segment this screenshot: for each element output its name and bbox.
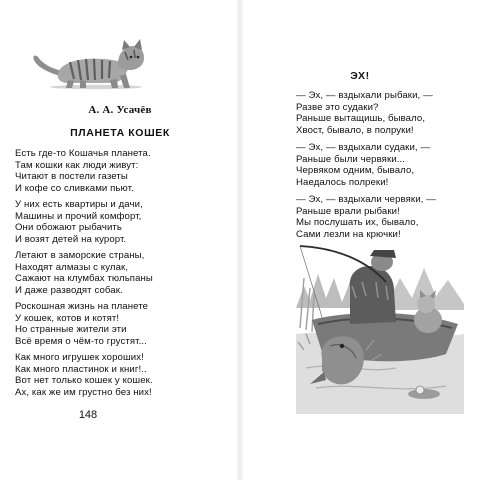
poem-title-planeta-koshek: ПЛАНЕТА КОШЕК xyxy=(70,127,170,139)
poem-line: Хвост, бывало, в полруки! xyxy=(296,124,414,136)
left-stanza-5 xyxy=(15,352,153,398)
poem-line: Вот нет только кошек у кошек. xyxy=(15,375,153,387)
poem-line: Летают в заморские страны, xyxy=(15,250,145,261)
poem-line: И кофе со сливками пьют. xyxy=(15,182,134,194)
poem-line: Червяком одним, бывало, xyxy=(296,165,415,177)
poem-line: Там кошки как люди живут: xyxy=(15,159,139,171)
poem-line: Они обожают рыбачить xyxy=(15,222,123,234)
poem-line: Раньше вытащишь, бывало, xyxy=(296,113,426,125)
poem-line: Разве это судаки? xyxy=(296,101,379,113)
poem-line: — Эх, — вздыхали судаки, — xyxy=(296,142,431,153)
left-stanza-3 xyxy=(15,250,153,296)
poem-line: Раньше врали рыбаки! xyxy=(296,205,400,217)
left-stanza-2 xyxy=(15,199,143,245)
poem-line: — Эх, — вздыхали рыбаки, — xyxy=(296,90,433,101)
poem-line: Читают в постели газеты xyxy=(15,171,128,183)
poem-title-ekh: ЭХ! xyxy=(350,70,370,82)
poem-line: У них есть квартиры и дачи, xyxy=(15,199,143,210)
right-stanza-1 xyxy=(296,90,433,136)
poem-line: Сажают на клумбах тюльпаны xyxy=(15,273,153,285)
right-stanza-3 xyxy=(296,194,436,240)
poem-line: — Эх, — вздыхали червяки, — xyxy=(296,194,436,205)
poem-line: У кошек, котов и котят! xyxy=(15,312,120,324)
poem-line: И возят детей на курорт. xyxy=(15,233,127,245)
cat-fisherman-illustration xyxy=(296,238,464,414)
poem-line: Но странные жители эти xyxy=(15,324,127,336)
poem-line: Роскошная жизнь на планете xyxy=(15,301,149,312)
left-stanza-4 xyxy=(15,301,148,347)
poem-line: Машины и прочий комфорт, xyxy=(15,210,142,222)
poem-line: Сами лезли на крючки! xyxy=(296,228,401,240)
poem-line: Всё время о чём-то грустят... xyxy=(15,335,147,347)
poem-line: Как много игрушек хороших! xyxy=(15,352,144,363)
poem-line: Есть где-то Кошачья планета. xyxy=(15,148,151,159)
author-name: А. А. Усачёв xyxy=(88,104,152,116)
page-number: 148 xyxy=(78,409,98,421)
left-stanza-1 xyxy=(15,148,151,194)
poem-line: Находят алмазы с кулак, xyxy=(15,261,129,273)
poem-line: Как много пластинок и книг!.. xyxy=(15,363,147,375)
poem-line: Наедалось полреки! xyxy=(296,176,389,188)
poem-line: Раньше были червяки... xyxy=(296,153,406,165)
poem-line: Ах, как же им грустно без них! xyxy=(15,386,152,398)
poem-line: И даже разводят собак. xyxy=(15,284,123,296)
poem-line: Мы послушать их, бывало, xyxy=(296,217,419,229)
right-stanza-2 xyxy=(296,142,430,188)
cat-illustration xyxy=(30,38,148,90)
